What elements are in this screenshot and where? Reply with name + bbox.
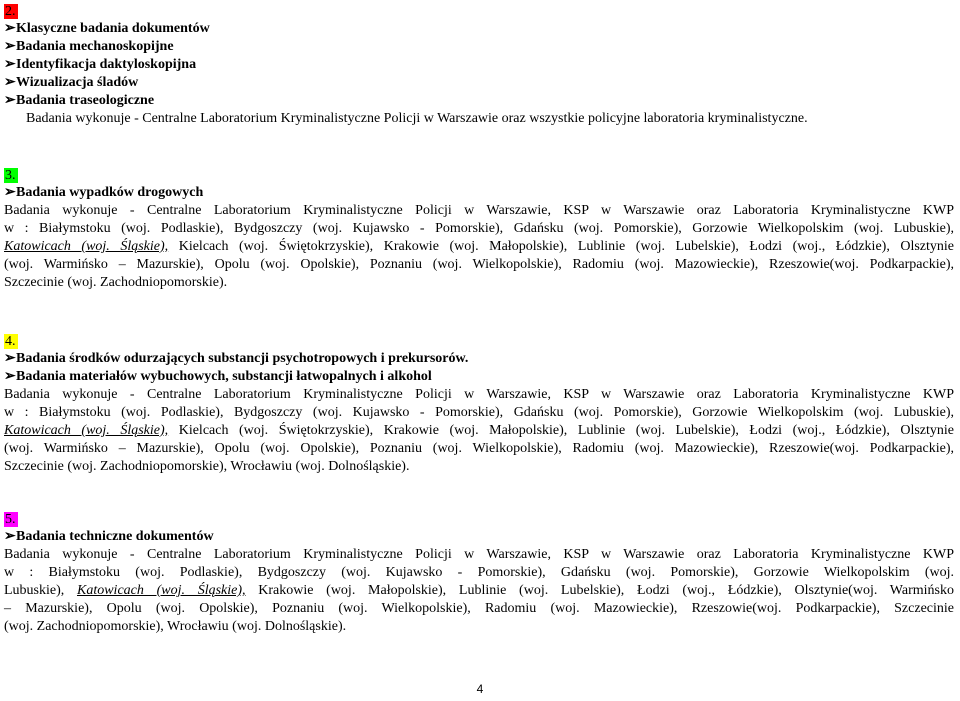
list-item: ➢Badania mechanoskopijne: [4, 39, 174, 54]
section-3: [4, 168, 954, 292]
list-item: ➢Badania traseologiczne: [4, 93, 155, 108]
arrow-bullet-icon: ➢: [4, 351, 16, 366]
text-line: Katowicach (woj. Śląskie), Kielcach (woj. Świętokrzyskie), Krakowie (woj. Małopolskie), Lublinie (woj. Lubelskie), Łodzi (woj., Łódzkie), Olsztynie: [4, 239, 955, 254]
section-number-2: 2.: [5, 4, 16, 19]
list-item: ➢Klasyczne badania dokumentów: [4, 21, 210, 36]
italic-city: Katowicach (woj. Śląskie),: [4, 423, 169, 438]
list-item: ➢Badania wypadków drogowych: [4, 185, 204, 200]
text-line: (woj. Warmińsko – Mazurskie), Opolu (woj. Opolskie), Poznaniu (woj. Wielkopolskie), Radomiu (woj. Mazowieckie), Rzeszowie(woj. Podkarpackie),: [4, 257, 954, 272]
text-line: w : Białymstoku (woj. Podlaskie), Bydgoszczy (woj. Kujawsko - Pomorskie), Gdańsku (woj. Pomorskie), Gorzowie Wielkopolskim (woj.: [4, 565, 954, 580]
text-line: Szczecinie (woj. Zachodniopomorskie), Wrocławiu (woj. Dolnośląskie).: [4, 459, 410, 474]
section-number-5: 5.: [5, 512, 16, 527]
text-line: (woj. Warmińsko – Mazurskie), Opolu (woj. Opolskie), Poznaniu (woj. Wielkopolskie), Radomiu (woj. Mazowieckie), Rzeszowie(woj. Podkarpackie),: [4, 441, 954, 456]
text-line: w : Białymstoku (woj. Podlaskie), Bydgoszczy (woj. Kujawsko - Pomorskie), Gdańsku (woj. Pomorskie), Gorzowie Wielkopolskim (woj. Lubuskie),: [4, 221, 954, 236]
list-item: ➢Wizualizacja śladów: [4, 75, 139, 90]
italic-city: Katowicach (woj. Śląskie),: [76, 583, 246, 598]
text-line: (woj. Zachodniopomorskie), Wrocławiu (woj. Dolnośląskie).: [4, 619, 347, 634]
list-item: ➢Badania materiałów wybuchowych, substancji łatwopalnych i alkohol: [4, 369, 432, 384]
arrow-bullet-icon: ➢: [4, 93, 16, 108]
arrow-bullet-icon: ➢: [4, 21, 16, 36]
text-line: Badania wykonuje - Centralne Laboratorium Kryminalistyczne Policji w Warszawie, KSP w Warszawie oraz Laboratoria Kryminalistyczne KWP: [4, 387, 954, 402]
page-number: 4: [476, 682, 484, 696]
arrow-bullet-icon: ➢: [4, 57, 16, 72]
italic-city: Katowicach (woj. Śląskie),: [4, 239, 169, 254]
arrow-bullet-icon: ➢: [4, 75, 16, 90]
section-number-3: 3.: [5, 168, 16, 183]
text-line: Badania wykonuje - Centralne Laboratorium Kryminalistyczne Policji w Warszawie, KSP w Warszawie oraz Laboratoria Kryminalistyczne KWP: [4, 547, 954, 562]
section-2: [4, 4, 954, 128]
section-4: [4, 334, 954, 476]
text-line: Katowicach (woj. Śląskie), Kielcach (woj. Świętokrzyskie), Krakowie (woj. Małopolskie), Lublinie (woj. Lubelskie), Łodzi (woj., Łódzkie), Olsztynie: [4, 423, 955, 438]
arrow-bullet-icon: ➢: [4, 369, 16, 384]
list-item: ➢Badania techniczne dokumentów: [4, 529, 214, 544]
section-5: [4, 512, 954, 636]
text-line: w : Białymstoku (woj. Podlaskie), Bydgoszczy (woj. Kujawsko - Pomorskie), Gdańsku (woj. Pomorskie), Gorzowie Wielkopolskim (woj. Lubuskie),: [4, 405, 954, 420]
text-line: Badania wykonuje - Centralne Laboratorium Kryminalistyczne Policji w Warszawie, KSP w Warszawie oraz Laboratoria Kryminalistyczne KWP: [4, 203, 954, 218]
arrow-bullet-icon: ➢: [4, 39, 16, 54]
text-line: Szczecinie (woj. Zachodniopomorskie).: [4, 275, 228, 290]
arrow-bullet-icon: ➢: [4, 529, 16, 544]
list-item: ➢Identyfikacja daktyloskopijna: [4, 57, 197, 72]
text-line: Lubuskie), Katowicach (woj. Śląskie), Krakowie (woj. Małopolskie), Lublinie (woj. Lubelskie), Łodzi (woj., Łódzkie), Olsztynie(woj. Warmińsko: [4, 583, 955, 598]
list-item: ➢Badania środków odurzających substancji psychotropowych i prekursorów.: [4, 351, 469, 366]
arrow-bullet-icon: ➢: [4, 185, 16, 200]
text-line: – Mazurskie), Opolu (woj. Opolskie), Poznaniu (woj. Wielkopolskie), Radomiu (woj. Mazowieckie), Rzeszowie(woj. Podkarpackie), Szczecinie: [4, 601, 954, 616]
section-number-4: 4.: [5, 334, 16, 349]
section-note: Badania wykonuje - Centralne Laboratorium Kryminalistyczne Policji w Warszawie oraz wszystkie policyjne laboratoria kryminalistyczne.: [26, 111, 808, 126]
